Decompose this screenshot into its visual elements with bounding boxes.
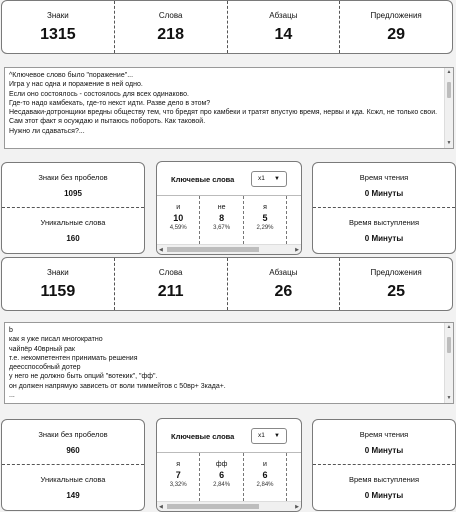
text-line: ... xyxy=(9,392,15,400)
text-line: Несдавaки-дотрoнщики вредны обществу тем, что бредят про камбеки и тратят впустую время, нервы и кда. Ксжл, не только свои. xyxy=(9,109,438,117)
keywords-select[interactable]: x1 ▼ xyxy=(251,171,287,187)
unique-words-label: Уникальные слова xyxy=(40,218,106,227)
unique-words-value: 160 xyxy=(66,234,80,243)
stat-sentences: Предложения 25 xyxy=(339,258,452,310)
text-line: как я уже писал многократно xyxy=(9,336,103,344)
scroll-up-icon[interactable]: ▲ xyxy=(446,324,452,330)
scroll-right-icon[interactable]: ▶ xyxy=(295,247,299,253)
scroll-up-icon[interactable]: ▲ xyxy=(446,69,452,75)
no-spaces-value: 960 xyxy=(66,445,80,455)
text-line: Где-то надо камбекать, где-то некст идти. Разве дело в этом? xyxy=(9,99,211,107)
card-times xyxy=(312,162,456,254)
keyword-column: я 7 3,32% xyxy=(157,453,200,501)
keywords-title: Ключевые слова xyxy=(171,432,235,441)
stats-bar xyxy=(1,0,453,54)
horizontal-scrollbar[interactable] xyxy=(157,501,301,511)
keywords-select[interactable]: x1 ▼ xyxy=(251,428,287,444)
card-times xyxy=(312,419,456,511)
stat-chars: Знаки 1159 xyxy=(40,268,76,300)
keyword-column: и 10 4,59% xyxy=(157,196,200,244)
card-chars-unique xyxy=(1,162,145,254)
keyword-column: я 5 2,29% xyxy=(244,196,287,244)
vertical-scrollbar[interactable] xyxy=(444,68,453,148)
text-line: b xyxy=(9,327,13,334)
stats-bar xyxy=(1,257,453,311)
scroll-down-icon[interactable]: ▼ xyxy=(446,140,452,146)
caret-down-icon: ▼ xyxy=(274,176,280,182)
scroll-thumb[interactable] xyxy=(447,82,451,98)
caret-down-icon: ▼ xyxy=(274,433,280,439)
stat-chars: Знаки 1315 xyxy=(40,11,76,43)
text-line: ^Ключевое слово было "поражение"... xyxy=(9,72,134,79)
keywords-card xyxy=(156,161,302,255)
reading-time-value: 0 Минуты xyxy=(364,188,404,198)
vertical-scrollbar[interactable] xyxy=(444,323,453,403)
text-line: Сам этот факт я осуждаю и пытаюсь побороть. Как таковой. xyxy=(9,118,206,126)
unique-words-value: 149 xyxy=(66,491,80,500)
stat-paragraphs: Абзацы 14 xyxy=(227,1,340,53)
text-line: Игра у нас одна и поражение в ней одно. xyxy=(9,81,143,89)
speaking-time-label: Время выступления xyxy=(348,475,420,484)
no-spaces-label: Знаки без пробелов xyxy=(38,172,108,182)
scroll-thumb[interactable] xyxy=(447,337,451,353)
text-line: у него не должно быть опций "вотекик", "фф". xyxy=(9,373,158,381)
text-line: Нужно ли сдаваться?... xyxy=(9,127,85,135)
no-spaces-value: 1095 xyxy=(64,188,82,198)
scroll-thumb[interactable] xyxy=(167,504,259,509)
stat-words: Слова 211 xyxy=(114,258,227,310)
speaking-time-value: 0 Минуты xyxy=(364,234,404,243)
scroll-left-icon[interactable]: ◀ xyxy=(159,504,163,510)
text-line: Если оно состоялось - состоялось для всех одинаково. xyxy=(9,90,189,98)
reading-time-value: 0 Минуты xyxy=(364,445,404,455)
card-chars-unique xyxy=(1,419,145,511)
text-line: деесспособный дотер xyxy=(9,364,81,372)
text-line: чайпёр 40врный рак xyxy=(9,345,75,353)
stat-words: Слова 218 xyxy=(114,1,227,53)
scroll-right-icon[interactable]: ▶ xyxy=(295,504,299,510)
keyword-column: и 6 2,84% xyxy=(244,453,287,501)
keyword-column: фф 6 2,84% xyxy=(200,453,243,501)
text-input[interactable] xyxy=(4,322,454,404)
speaking-time-label: Время выступления xyxy=(348,218,420,227)
text-line: т.е. некомпетентен принимать решения xyxy=(9,354,138,362)
stat-sentences: Предложения 29 xyxy=(339,1,452,53)
keywords-card xyxy=(156,418,302,512)
keywords-title: Ключевые слова xyxy=(171,175,235,184)
scroll-left-icon[interactable]: ◀ xyxy=(159,247,163,253)
stat-paragraphs: Абзацы 26 xyxy=(227,258,340,310)
reading-time-label: Время чтения xyxy=(359,172,409,182)
scroll-thumb[interactable] xyxy=(167,247,259,252)
keyword-column-partial xyxy=(287,196,301,244)
no-spaces-label: Знаки без пробелов xyxy=(38,429,108,439)
text-input[interactable] xyxy=(4,67,454,149)
unique-words-label: Уникальные слова xyxy=(40,475,106,484)
reading-time-label: Время чтения xyxy=(359,429,409,439)
scroll-down-icon[interactable]: ▼ xyxy=(446,395,452,401)
horizontal-scrollbar[interactable] xyxy=(157,244,301,254)
speaking-time-value: 0 Минуты xyxy=(364,491,404,500)
text-line: он должен напрямую зависеть от воли тиммейтов с 50вр+ 3када+. xyxy=(9,382,226,390)
keyword-column: не 8 3,67% xyxy=(200,196,243,244)
keyword-column-partial xyxy=(287,453,301,501)
